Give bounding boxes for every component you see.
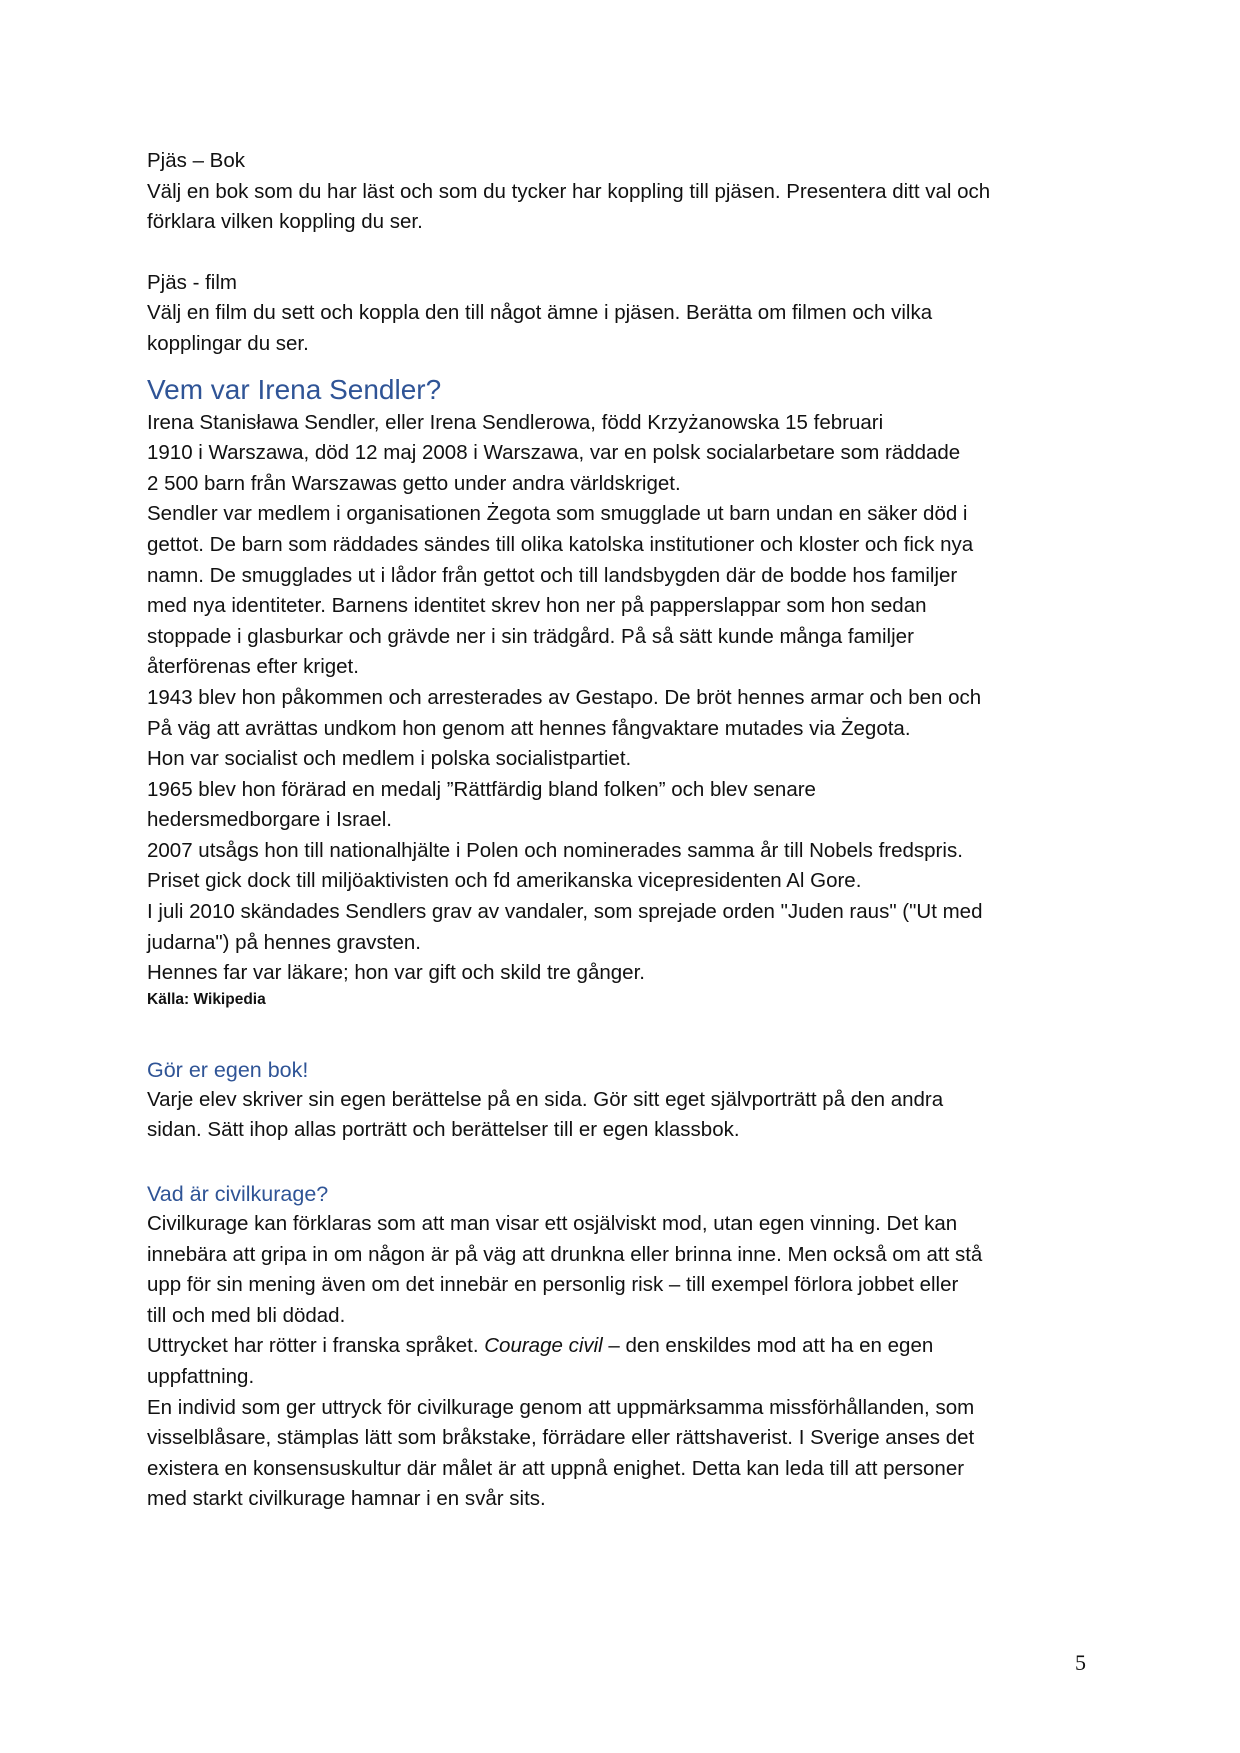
book-section-title: Pjäs – Bok	[147, 149, 245, 172]
civil-courage-heading: Vad är civilkurage?	[147, 1182, 329, 1207]
own-book-line: sidan. Sätt ihop allas porträtt och berättelser till er egen klassbok.	[147, 1118, 740, 1142]
civil-line: uppfattning.	[147, 1365, 255, 1388]
civil-quote-italic: Courage civil	[484, 1334, 603, 1358]
source-note: Källa: Wikipedia	[147, 990, 266, 1008]
sendler-line: 2007 utsågs hon till nationalhjälte i Polen och nominerades samma år till Nobels fredspris.	[147, 838, 963, 862]
film-section-title: Pjäs - film	[147, 270, 237, 294]
civil-line: visselblåsare, stämplas lätt som bråkstake, förrädare eller rättshaverist. I Sverige anses det	[147, 1426, 975, 1450]
sendler-line: Irena Stanisława Sendler, eller Irena Sendlerowa, född Krzyżanowska 15 februari	[147, 410, 884, 434]
page-content	[147, 146, 1107, 1515]
sendler-line: Sendler var medlem i organisationen Żegota som smugglade ut barn undan en säker död i	[147, 502, 968, 526]
civil-quote-prefix: Uttrycket har rötter i franska språket.	[147, 1334, 485, 1358]
civil-line: Civilkurage kan förklaras som att man visar ett osjälviskt mod, utan egen vinning. Det kan	[147, 1212, 958, 1236]
sendler-line: 1910 i Warszawa, död 12 maj 2008 i Warszawa, var en polsk socialarbetare som räddade	[147, 441, 961, 465]
film-section-line: Välj en film du sett och koppla den till något ämne i pjäsen. Berätta om filmen och vilka	[147, 301, 933, 325]
civil-line: existera en konsensuskultur där målet är att uppnå enighet. Detta kan leda till att personer	[147, 1456, 965, 1480]
sendler-line: stoppade i glasburkar och grävde ner i sin trädgård. På så sätt kunde många familjer	[147, 624, 914, 648]
sendler-line: På väg att avrättas undkom hon genom att hennes fångvaktare mutades via Żegota.	[147, 716, 911, 740]
book-section-line: Välj en bok som du har läst och som du tycker har koppling till pjäsen. Presentera ditt val och	[147, 179, 991, 203]
sendler-line: judarna") på hennes gravsten.	[147, 930, 421, 954]
sendler-line: I juli 2010 skändades Sendlers grav av vandaler, som sprejade orden "Juden raus" ("Ut med	[147, 900, 983, 924]
civil-line: upp för sin mening även om det innebär en personlig risk – till exempel förlora jobbet eller	[147, 1273, 959, 1297]
civil-line: innebära att gripa in om någon är på väg att drunkna eller brinna inne. Men också om att stå	[147, 1242, 983, 1266]
sendler-line: 1943 blev hon påkommen och arresterades av Gestapo. De bröt hennes armar och ben och	[147, 685, 982, 709]
sendler-line: namn. De smugglades ut i lådor från gettot och till landsbygden där de bodde hos familjer	[147, 563, 958, 587]
civil-line: En individ som ger uttryck för civilkurage genom att uppmärksamma missförhållanden, som	[147, 1395, 975, 1419]
civil-quote-suffix: – den enskildes mod att ha en egen	[602, 1334, 934, 1358]
sendler-line: Priset gick dock till miljöaktivisten och fd amerikanska vicepresidenten Al Gore.	[147, 869, 862, 893]
sendler-line: Hennes far var läkare; hon var gift och skild tre gånger.	[147, 961, 645, 985]
sendler-line: Hon var socialist och medlem i polska socialistpartiet.	[147, 747, 632, 771]
page-number: 5	[1075, 1650, 1086, 1675]
own-book-line: Varje elev skriver sin egen berättelse på en sida. Gör sitt eget självporträtt på den andra	[147, 1087, 944, 1111]
sendler-heading: Vem var Irena Sendler?	[147, 373, 442, 405]
sendler-line: med nya identiteter. Barnens identitet skrev hon ner på papperslappar som hon sedan	[147, 594, 927, 618]
civil-line: till och med bli dödad.	[147, 1303, 346, 1327]
sendler-line: 2 500 barn från Warszawas getto under andra världskriget.	[147, 471, 681, 495]
sendler-line: gettot. De barn som räddades sändes till olika katolska institutioner och kloster och fick nya	[147, 532, 974, 556]
sendler-line: 1965 blev hon förärad en medalj ”Rättfärdig bland folken” och blev senare	[147, 777, 816, 801]
civil-line: med starkt civilkurage hamnar i en svår sits.	[147, 1487, 546, 1511]
film-section-line: kopplingar du ser.	[147, 331, 309, 355]
civil-quote-line	[147, 1331, 1107, 1362]
own-book-heading: Gör er egen bok!	[147, 1057, 309, 1082]
sendler-body	[147, 408, 1107, 989]
sendler-line: återförenas efter kriget.	[147, 655, 359, 679]
sendler-line: hedersmedborgare i Israel.	[147, 808, 392, 832]
book-section-line: förklara vilken koppling du ser.	[147, 210, 423, 234]
